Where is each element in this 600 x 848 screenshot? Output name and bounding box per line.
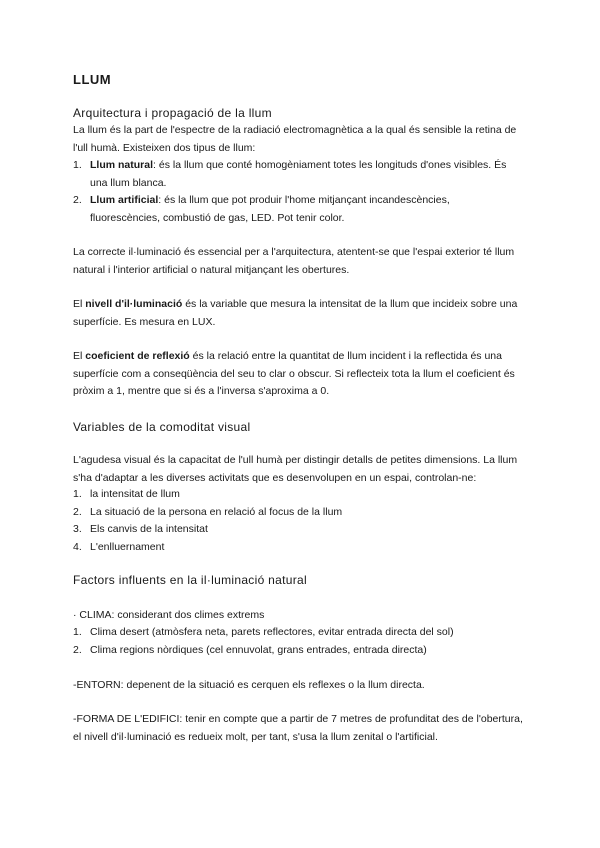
section-heading-comoditat-visual: Variables de la comoditat visual	[73, 420, 251, 434]
list-item-text: : és la llum que pot produir l'home mitjançant incandescències, fluorescències, combustió de gas, LED. Pot tenir color.	[90, 194, 450, 224]
term-llum-natural: Llum natural	[90, 159, 154, 171]
list-item	[73, 539, 510, 557]
list-number: 2.	[73, 506, 82, 518]
list-item	[73, 642, 510, 660]
list-item	[73, 157, 510, 192]
list-item	[73, 486, 510, 504]
list-number: 4.	[73, 541, 82, 553]
section-heading-factors-influents: Factors influents en la il·luminació natural	[73, 573, 307, 587]
list-item-text: la intensitat de llum	[90, 488, 180, 500]
term-coeficient-reflexio: coeficient de reflexió	[85, 350, 190, 362]
list-item	[73, 521, 510, 539]
term-llum-artificial: Llum artificial	[90, 194, 159, 206]
list-item	[73, 624, 510, 642]
paragraph-entorn: -ENTORN: depenent de la situació es cerquen els reflexes o la llum directa.	[73, 679, 425, 691]
term-nivell-illuminacio: nivell d'il·luminació	[85, 298, 183, 310]
list-item	[73, 504, 510, 522]
list-item-text: L'enlluernament	[90, 541, 165, 553]
list-number: 1.	[73, 488, 82, 500]
list-number: 3.	[73, 523, 82, 535]
list-number: 1.	[73, 626, 82, 638]
paragraph-nivell-illuminacio: El nivell d'il·luminació és la variable que mesura la intensitat de la llum que incideix sobre una superfície. Es mesura en LUX.	[73, 298, 518, 328]
paragraph-clima: · CLIMA: considerant dos climes extrems	[73, 609, 265, 621]
list-number: 1.	[73, 159, 82, 171]
paragraph-intro-llum: La llum és la part de l'espectre de la radiació electromagnètica a la qual és sensible la retina de l'ull humà. Existeixen dos tipus de llum:	[73, 124, 517, 154]
list-number: 2.	[73, 644, 82, 656]
paragraph-forma-edifici: -FORMA DE L'EDIFICI: tenir en compte que a partir de 7 metres de profunditat des de l'obertura, el nivell d'il·luminació es redueix molt, per tant, s'usa la llum zenital o l'artificial.	[73, 713, 523, 743]
list-item-text: Clima desert (atmòsfera neta, parets reflectores, evitar entrada directa del sol)	[90, 626, 454, 638]
page-title: LLUM	[73, 72, 112, 87]
list-item-text: Els canvis de la intensitat	[90, 523, 208, 535]
paragraph-correcte-illuminacio: La correcte il·luminació és essencial per a l'arquitectura, atentent-se que l'espai exterior té llum natural i l'interior artificial o natural mitjançant les obertures.	[73, 246, 515, 276]
list-item-text: Clima regions nòrdiques (cel ennuvolat, grans entrades, entrada directa)	[90, 644, 427, 656]
list-item-text: : és la llum que conté homogèniament totes les longituds d'ones visibles. És una llum blanca.	[90, 159, 507, 189]
paragraph-agudesa-visual: L'agudesa visual és la capacitat de l'ull humà per distingir detalls de petites dimensions. La llum s'ha d'adaptar a les diverses activitats que es desenvolupen en un espai, controlan-ne:	[73, 454, 518, 484]
list-item	[73, 192, 510, 227]
list-number: 2.	[73, 194, 82, 206]
paragraph-coeficient-reflexio: El coeficient de reflexió és la relació entre la quantitat de llum incident i la reflectida és una superfície com a conseqüència del seu to clar o obscur. Si reflecteix tota la llum el coeficient és pròxim a 1, mentre que si és a l'inversa s'aproxima a 0.	[73, 350, 515, 397]
list-item-text: La situació de la persona en relació al focus de la llum	[90, 506, 343, 518]
section-heading-arquitectura: Arquitectura i propagació de la llum	[73, 106, 272, 120]
